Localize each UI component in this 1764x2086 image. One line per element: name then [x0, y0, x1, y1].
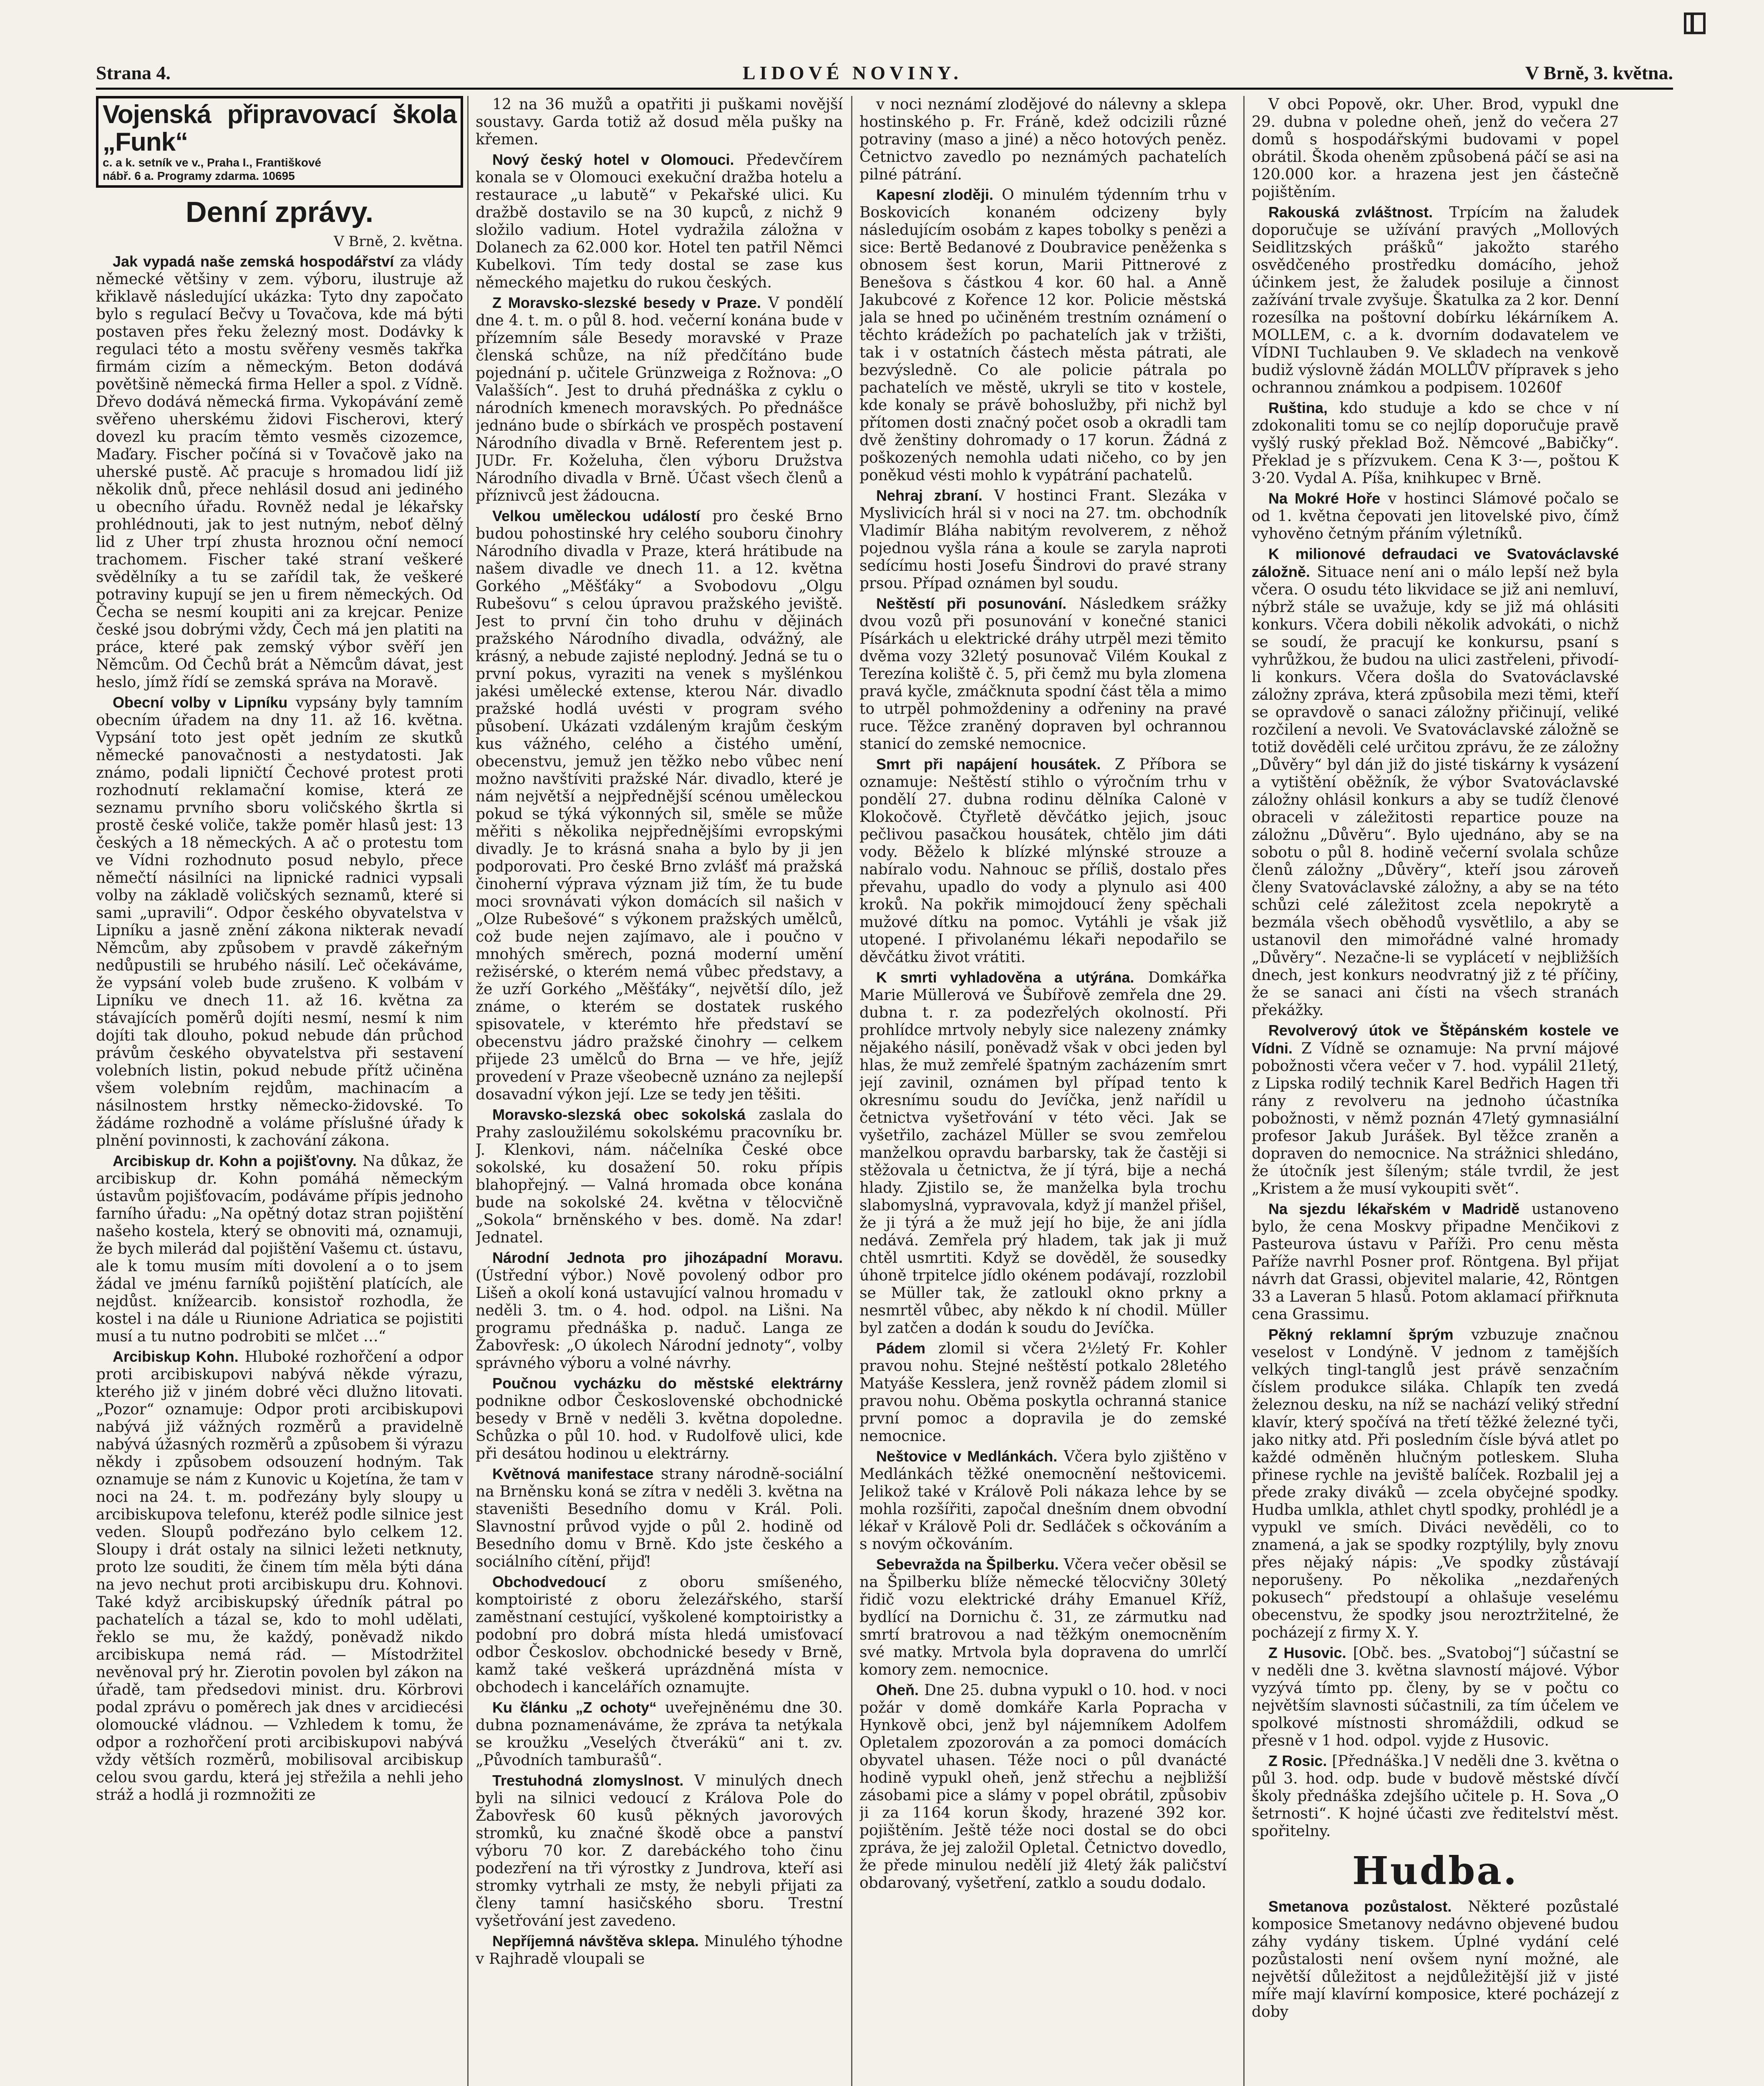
article [476, 507, 843, 1103]
article [96, 1348, 463, 1804]
dateline: V Brně, 2. května. [333, 233, 463, 250]
article [96, 253, 463, 691]
article-headline: Moravsko-slezská obec sokolská [492, 1106, 746, 1123]
article-text: V minulých dnech byli na silnici vedoucí z Králova Pole do Žabovřesk 60 kusů pěkných javorových stromků, ku značné škodě obce a panství výboru 70 kor. Z darebáckého toho činu podezření na tři výrostky z Jundrova, kteří asi stromky vytrhali ze msty, že nebyli přijati za členy tamní hasičského sboru. Trestní vyšetřování jest zavedeno. [476, 1772, 843, 1930]
article-text: 12 na 36 mužů a opatřiti ji puškami novější soustavy. Garda totiž až dosud měla pušky na křemen. [476, 96, 843, 148]
article-text: Hluboké rozhořčení a odpor proti arcibiskupovi nabývá někde výrazu, kterého již v jiném dobré věci dlužno litovati. „Pozor“ oznamuje: Odpor proti arcibiskupovi nabývá již vážných rozměrů a pravidelně nabývá úžasných rozměrů a způsobem ši výrazu někdy i způsobem odsouzení hodným. Tak oznamuje se nám z Kunovic u Kojetína, že tam v noci na 24. t. m. podřezány byly sloupy u arcibiskupova telefonu, kteréž podle silnice jest veden. Sloupů podřezáno bylo celkem 12. Sloupy i drát ostaly na silnici ležeti netknuty, proto lze souditi, že činem tím měla býti dána na jevo nechut proti arcibiskupu dru. Kohnovi. Také když arcibiskupský úředník pátral po pachatelích a tázal se, kdo to mohl udělati, řeklo se mu, že každý, poněvadž nikdo arcibiskupa nemá rád. — Místodržitel nevěnoval prý hr. Zierotin povolen byl zákon na úřadě, tam předsedovi minist. dru. Körbrovi podal zprávu o poměrech jak dnes v arcidiecési olomoucké vládnou. — Vzhledem k tomu, že odpor a rozhořčení proti arcibiskupovi nabývá vždy větších rozměrů, mobilisoval arcibiskup celou svou gardu, která jej střežila a nehli jeho stráž a hodlá ji rozmnožiti ze [96, 1348, 463, 1804]
article-headline: Rakouská zvláštnost. [1268, 204, 1433, 221]
article-text: v noci neznámí zlodějové do nálevny a sklepa hostinského p. Fr. Fráně, kdež odcizili různé potraviny (maso a jiné) a něco hotových peněz. Četnictvo zavedlo po neznámých pachatelích pilné pátrání. [859, 96, 1227, 183]
article [859, 756, 1227, 966]
article-text: vypsány byly tamním obecním úřadem na dny 11. až 16. května. Vypsání toto jest opět jedním ze skutků německé panovačnosti a nestydatosti. Jak známo, podali lipničtí Čechové protest proti rozhodnutí reklamační komise, která ze seznamu prvního sboru voličského škrtla si prostě české voliče, takže poměr hlasů jest: 13 českých a 18 německých. A ač o protestu tom ve Vídni rozhodnuto posud nebylo, přece němečtí násilníci na lipnické radnici vypsali volby na základě voličských seznamů, které si sami „upravili“. Odpor českého obyvatelstva v Lipníku a jasně znění zákona nikterak nevadí Němcům, aby způsobem v pravdě zákeřným nedůpustili se hrubého násilí. Leč očekáváme, že vypsání voleb bude zrušeno. K volbám v Lipníku ve dnech 11. až 16. května za stávajících poměrů dojíti nesmí, nesmí k nim dojíti tak dlouho, pokud nebude dán průchod právům českého obyvatelstva při sestavení volebních listin, pokud nebude přítž učiněna všem volebním rejdům, machinacím a násilnostem hrstky německo-židovské. To žádáme rozhodně a voláme příslušné úřady k plnění povinnosti, k zachování zákona. [96, 694, 463, 1149]
article [476, 1573, 843, 1696]
article-text: Z Vídně se oznamuje: Na první májové pobožnosti včera večer v 7. hod. vypálil 21letý, z Lipska rodilý technik Karel Bedřich Hagen tři rány z revolveru na jednoho účastníka pobožnosti, v němž poznán 47letý gymnasiální profesor Jakub Jurášek. Byl těžce zraněn a dopraven do nemocnice. Na strážnici shledáno, že útočník jest šíleným; stále tvrdil, že jest „Kristem a že musí vykoupiti svět“. [1252, 1040, 1619, 1197]
article-list [1252, 96, 1619, 2021]
column-rule [1243, 96, 1245, 2086]
article [859, 969, 1227, 1337]
article-text: Situace není ani o málo lepší než byla včera. O osudu této likvidace se již ani nemluví, nýbrž stále se uvažuje, kdy se již má ohlásiti konkurs. Včera dobili několik advokáti, o nichž se soudí, že pracují ke konkursu, psaní s vyhrůžkou, že budou na ulici zastřeleni, přivodí-li konkurs. Včera došla do Svatováclavské záložny zpráva, která způsobila mezi těmi, kteří se opravdově o sanaci záložny přičinují, veliké rozčilení a nevoli. Ve Svatováclavské záložně se totiž dověděli celé určitou zprávu, že ze záložny „Důvěry“ byl dán již do jisté tiskárny k vysázení a vytištění oběžník, že výbor Svatováclavské záložny ohlásil konkurs a aby se tudíž členové obraceli v záležitosti repartice pouze na záložnu „Důvěru“. Bylo ujednáno, aby se na sobotu o půl 8. hodině večerní svolala schůze členů záložny „Důvěry“, kteří jsou zároveň členy Svatováclavské záložny, a aby se na této schůzi celé záležitost zcela nepokrytě a bezmála všech oběhodů vysvětlilo, a aby se ustanovil den mimořádné valné hromady „Důvěry“. Nezačne-li se vyplácetí v nejbližších dnech, jest konkurs neodvratný již z té příčiny, že se sanaci ani čísti na všech stranách překážky. [1252, 564, 1619, 1019]
article-list [859, 96, 1227, 1892]
article [476, 1772, 843, 1930]
article-text: [Přednáška.] V neděli dne 3. května o půl 3. hod. odp. bude v budově městské dívčí školy přednáška zdejšího učitele p. H. Sova „O šetrnosti“. K hojné účasti zve ředitelství měst. spořitelny. [1252, 1753, 1619, 1840]
article-headline: Nepříjemná návštěva sklepa. [492, 1932, 699, 1950]
column-1 [96, 96, 463, 2086]
article-list [96, 253, 463, 1804]
article-text: [Obč. bes. „Svatoboj“] súčastní se v neděli dne 3. května slavností májové. Výbor vyzývá tímto pp. členy, by se v počtu co největším slavnosti súčastnili, za tím účelem ve spolkové místnosti shromáždili, odkud se přesně v 1 hod. odpol. vyjde z Husovic. [1252, 1645, 1619, 1749]
newspaper-name: LIDOVÉ NOVINY. [743, 62, 963, 83]
article [476, 96, 843, 149]
article-text: vzbuzuje značnou veselost v Londýně. V jednom z tamějších velkých tingl-tanglů jest právě senzačním číslem produkce siláka. Chlapík ten zvedá železnou desku, na níž se nachází veliký střední klavír, který spočívá na třetí těžké železné tyči, jako nitky atd. Při posledním čísle bývá atlet po každé odměněn hlučným potleskem. Sluha přinese rychle na jeviště balíček. Rozbalil jej a přede zraky diváků — zcela obyčejné spodky. Hudba umlkla, athlet chytl spodky, prohlédl je a vypukl ve smích. Diváci nevěděli, co to znamená, a jak se spodky rozptýlily, byly znovu přes nějaký nápis: „Ve spodky zůstávají neporušeny. Po několika „nezdařených pokusech“ předstoupí a ohlašuje veselému obecenstvu, že spodky jsou neroztržitelné, že pocházejí z firmy X. Y. [1252, 1326, 1619, 1641]
article-text: Z Příbora se oznamuje: Neštěstí stihlo o výročním trhu v pondělí 27. dubna rodinu dělníka Calonė v Klokočově. Čtyřletě děvčátko jejich, jsouc pečlivou pasačkou housátek, chtělo jim dáti vody. Běželo k blízké mlýnské strouze a nabíralo vodu. Nahnouc se příliš, dostalo přes převahu, upadlo do vody a plynulo asi 400 kroků. Na pokřik mimojdoucí ženy spěchali mužové dítku na pomoc. Vytáhli je však již utopené. I přivolanému lékaři nepodařilo se děvčátku život vrátiti. [859, 756, 1227, 966]
article-text: V pondělí dne 4. t. m. o půl 8. hod. večerní konána bude v přízemním sále Besedy moravské v Praze členská schůze, na níž předčítáno bude pojednání p. učitele Grünzweiga z Rožnova: „O Valašších“. Jest to druhá přednáška z cyklu o národních kmenech moravských. Po přednášce jednáno bude o sbírkách ve prospěch postavení Národního divadla v Brně. Referentem jest p. JUDr. Fr. Koželuha, člen výboru Družstva Národního divadla v Brně. Účast všech členů a příznivců jest žádoucna. [476, 295, 843, 504]
registration-mark [1684, 13, 1706, 34]
article-headline: Ku článku „Z ochoty“ [492, 1699, 657, 1716]
article-text: z oboru smíšeného, komptoiristé z oboru železářského, starší zaměstnaní cestující, vyškolené komptoiristky a podobní pro dobrá místa hledá umisťovací odbor Českoslov. obchodnické besedy v Brně, kamž také veškerá uprázdněná místa v obchodech i kancelářích oznamujte. [476, 1574, 843, 1696]
column-rule [851, 96, 852, 2086]
article [859, 186, 1227, 484]
article-headline: Pádem [876, 1340, 926, 1357]
article-headline: Květnová manifestace [492, 1465, 654, 1482]
article-headline: Poučnou vycházku do městské elektrárny [492, 1375, 843, 1392]
masthead [96, 58, 1673, 90]
article-text: Včera bylo zjištěno v Medlánkách těžké onemocnění neštovicemi. Jelikož také v Králově Poli nákaza lehce by se mohla rozšířiti, započal dnešním dnem obvodní lékař v Králově Poli dr. Sedláček s očkováním a s novým očkováním. [859, 1448, 1227, 1553]
article-headline: Nový český hotel v Olomouci. [492, 151, 734, 168]
article-headline: Na sjezdu lékařském v Madridě [1268, 1200, 1520, 1217]
article-text: Následkem srážky dvou vozů při posunování v konečné stanici Písárkách u elektrické dráhy utrpěl mezi těmito dvěma vozy 32letý posunovač Vilém Koukal z Terezína koliště č. 5, při čemž mu byla zlomena pravá kyčle, zmáčknuta spodní část těla a mimo to utrpěl pohmoždeniny a odřeniny na pravé ruce. Těžce zraněný dopraven byl ochrannou stanicí do zemské nemocnice. [859, 595, 1227, 753]
article [1252, 1898, 1619, 2021]
article [1252, 1326, 1619, 1642]
article-headline: K milionové defraudaci ve Svatováclavské záložně. [1252, 545, 1619, 580]
article-headline: Obchodvedoucí [492, 1573, 606, 1590]
article [476, 1249, 843, 1372]
article-text: Dne 25. dubna vypukl o 10. hod. v noci požár v domě domkáře Karla Popracha v Hynkově obci, jenž byl nájemníkem Adolfem Opletalem zpozorován a za pomoci domácích obyvatel uhasen. Téže noci o půl dvanácté hodině vypukl oheň, jenž střechu a nejbližší zásobami pice a slámy v popel obrátil, způsobiv ji za 1164 korun škody, hrazené 392 kor. pojištěním. Ještě téže noci dostal se do obci zpráva, že jej založil Opletal. Četnictvo dovedlo, že přede minulou nedělí již 4letý žák paličství obdarovaný, vyšetření, zatklo a soudu dodalo. [859, 1682, 1227, 1892]
article [96, 1152, 463, 1345]
article-list [476, 96, 843, 1968]
article-headline: Neštěstí při posunování. [876, 595, 1067, 612]
article-text: V obci Popově, okr. Uher. Brod, vypukl dne 29. dubna v poledne oheň, jenž do večera 27 domů s hospodářskými budovami v popel obrátil. Škoda oheněm způsobená páčí se asi na 120.000 kor. a hrazena jest jen částečně pojištěním. [1252, 96, 1619, 201]
article [1252, 96, 1619, 201]
article-text: Předevčírem konala se v Olomouci exekuční dražba hotelu a restaurace „u labutě“ v Pekařské ulici. Ku dražbě dostavilo se na 30 kupců, z nichž 9 složilo vadium. Hotel vydražila záložna v Dolanech za 62.000 kor. Hotel ten patřil Němci Kubelkovi. Tím tedy dostal se zase kus německého majetku do rukou českých. [476, 151, 843, 291]
article-headline: Velkou uměleckou událostí [492, 507, 701, 524]
column-2 [476, 96, 843, 2086]
article [476, 1465, 843, 1571]
ad-line: nábř. 6 a. Programy zdarma. 10695 [103, 169, 295, 182]
article-headline: K smrti vyhladověna a utýrána. [876, 969, 1134, 986]
section-title: Hudba. [1352, 1848, 1519, 1893]
article-headline: Jak vypadá naše zemská hospodářství [113, 253, 394, 270]
advertisement-box [96, 96, 463, 188]
column-3 [859, 96, 1227, 2086]
article-headline: Smetanova pozůstalost. [1268, 1898, 1452, 1915]
article-headline: Na Mokré Hoře [1268, 490, 1381, 507]
article [1252, 399, 1619, 487]
article [1252, 204, 1619, 397]
article [859, 96, 1227, 184]
article-text: uveřejněnému dne 30. dubna poznamenáváme, že zpráva ta netýkala se kroužku „Veselých čtverákü“ ani t. zv. „Původních tamburašů“. [476, 1699, 843, 1769]
article-headline: Obecní volby v Lipníku [113, 694, 288, 711]
article-text: zlomil si včera 2½letý Fr. Kohler pravou nohu. Stejné neštěstí potkalo 28letého Matyáše Kesslera, jenž rovněž pádem zlomil si pravou nohu. Oběma poskytla ochranná stanice první pomoc a dopravila je do zemské nemocnice. [859, 1340, 1227, 1445]
article-text: (Ústřední výbor.) Nově povolený odbor pro Lišeň a okolí koná ustavující valnou hromadu v neděli 3. tm. o 4. hod. odpol. na Lišni. Na programu přednáška p. naduč. Langa ze Žabovřesk: „O úkolech Národní jednoty“, volby správného výboru a volné návrhy. [476, 1267, 843, 1372]
article-headline: Z Rosic. [1268, 1752, 1327, 1769]
article [96, 694, 463, 1150]
ad-line: c. a k. setník ve v., Praha I., Františkové [103, 156, 321, 169]
article [1252, 1200, 1619, 1323]
page-number: Strana 4. [96, 62, 171, 83]
article-text: Minulého týhodne v Rajhradě vloupali se [476, 1933, 843, 1968]
article-text: strany národně-sociální na Brněnsku koná se zítra v neděli 3. května na staveništi Besedního domu v Král. Poli. Slavnostní průvod vyjde o půl 2. hodině od Besedního domu v Brně. Kdo jste českého a sociálního cítění, přijď! [476, 1466, 843, 1570]
article-headline: Pěkný reklamní šprým [1268, 1326, 1454, 1343]
article-text: kdo studuje a kdo se chce v ní zdokonaliti tomu se co nejlíp doporučuje pravě vyšlý ruský překlad Bož. Němcové „Babičky“. Překlad je s přízvukem. Cena K 3·—, poštou K 3·20. Vydal A. Píša, knihkupec v Brně. [1252, 400, 1619, 487]
article [859, 1556, 1227, 1679]
section-title: Denní zprávy. [186, 196, 373, 228]
article-headline: Z Moravsko-slezské besedy v Praze. [492, 294, 761, 311]
article-headline: Revolverový útok ve Štěpánském kostele ve Vídni. [1252, 1022, 1619, 1057]
article [476, 294, 843, 505]
article [476, 1699, 843, 1769]
article [1252, 490, 1619, 543]
article-headline: Arcibiskup dr. Kohn a pojišťovny. [113, 1152, 357, 1169]
column-rule [467, 96, 469, 2086]
article-headline: Sebevražda na Špilberku. [876, 1556, 1059, 1573]
article-headline: Ruština, [1268, 399, 1328, 416]
article-text: pro české Brno budou pohostinské hry celého souboru činohry Národního divadla v Praze, která hrátibude na našem divadle ve dnech 11. a 12. května Gorkého „Měšťáky“ a Svobodovu „Olgu Rubešovu“ s celou úpravou pražského jeviště. Jest to první čin toho druhu v dějinách pražského Národního divadla, odvážný, ale krásný, a nebude zajisté neplodný. Jedná se tu o první pokus, vyraziti na venek s myšlénkou jakési umělecké extense, kterou Nár. divadlo pražské hodlá uvésti v program svého působení. Ukázati vzdáleným krajům českým kus vážného, celého a čistého umění, obecenstvu, jemuž jen těžko nebo vůbec není možno navštíviti pražské Nár. divadlo, které je nám největší a nejpřednější scénou uměleckou pokud se týká výkonných sil, směle se může měřiti s několika nejpřednějšími evropskými divadly. Je to krásná snaha a bylo by ji jen podporovati. Pro české Brno zvlášť má pražská činoherní výprava význam již tím, že tu bude moci srovnávati výkon domácích sil našich v „Olze Rubešové“ s výkonem pražských umělců, což bude nejen zajímavo, ale i poučno v mnohých směrech, pozná moderní umění režisérské, o kterém nemá vůbec představy, a že uzří Gorkého „Měšťáky“, největší dílo, jež známe, o kterém se dostatek ruského spisovatele, v kterémto hře představí se obecenstvu jádro pražské činohry — celkem přijede 23 umělců do Brna — ve hře, jejíž provedení v Praze všeobecně uznáno za nejlepší dosavadní výkon její. Lze se tedy jen těšiti. [476, 508, 843, 1103]
article-text: zaslala do Prahy zasloužilému sokolskému pracovníku br. J. Klenkovi, nám. náčelníka České obce sokolské, ku dosažení 50. roku přípis blahopřejný. — Valná hromada obce konána bude na sokolské 24. května v tělocvičně „Sokola“ brněnského v bes. domě. Na zdar! Jednatel. [476, 1106, 843, 1246]
article [1252, 545, 1619, 1019]
article-headline: Arcibiskup Kohn. [113, 1348, 239, 1365]
article [1252, 1752, 1619, 1840]
article-text: Některé pozůstalé komposice Smetanovy nedávno objevené budou záhy vydány tiskem. Úplné vydání celé pozůstalosti není ovšem nyní možné, ale největší důležitost a nejdůležitější již v jisté míře mají klavírní komposice, které pocházejí z doby [1252, 1898, 1619, 2020]
article-headline: Kapesní zloději. [876, 186, 993, 203]
article-text: ustanoveno bylo, že cena Moskvy připadne Menčikovi z Pasteurova ústavu v Paříži. Pro cenu města Paříže navrhl Posner prof. Röntgena. Byl přijat návrh dat Grassi, objevitel malarie, 42, Röntgen 33 a Laveran 5 hlasů. Potom aklamací přiřknuta cena Grassimu. [1252, 1201, 1619, 1323]
article-text: V hostinci Frant. Slezáka v Myslivicích hrál si v noci na 27. tm. obchodník Vladimír Bláha nabitým revolverem, z něhož pojednou vyšla rána a koule se zaryla naproti sedícímu hosti Josefu Šindrovi do pravé strany prsou. Případ oznámen byl soudu. [859, 487, 1227, 592]
article [1252, 1022, 1619, 1198]
article-headline: Oheň. [876, 1681, 919, 1698]
article [476, 151, 843, 292]
article-headline: Z Husovic. [1268, 1644, 1346, 1661]
article [859, 1681, 1227, 1892]
article-text: Na důkaz, že arcibiskup dr. Kohn pomáhá německým ústavům pojišťovacím, podáváme přípis jednoho farního úřadu: „Na opětný dotaz stran pojištění našeho kostela, který se obnoviti má, oznamuji, že bych milerád dal pojištění Vašemu ct. ústavu, ale k tomu musím míti dovolení a o to jsem žádal ve jménu farníků pojištění platících, ale nejdůst. knížearcib. konsistoř rozhodla, že kostel i na dále u Riunione Adriatica se pojistiti musí a tu nutno podrobiti se mlčet …“ [96, 1153, 463, 1345]
article-text: Trpícím na žaludek doporučuje se užívání pravých „Mollových Seidlitzských prášků“ jakožto starého osvědčeného prostředku domácího, jehož účinkem jest, že žaludek posiluje a činnost zažívání trvale zvyšuje. Škatulka za 2 kor. Denní rozesílka na poštovní dobírku lékárníkem A. MOLLEM, c. a k. dvorním dodavatelem ve VÍDNI Tuchlauben 9. Ve skladech na venkově budiž výslovně žádán MOLLŮV přípravek s jeho ochrannou známkou a podpisem. 10260f [1252, 204, 1619, 396]
article [476, 1106, 843, 1247]
article [859, 487, 1227, 592]
article-headline: Nehraj zbraní. [876, 487, 983, 504]
article-headline: Trestuhodná zlomyslnost. [492, 1772, 684, 1789]
ad-title: Vojenská připravovací škola „Funk“ [103, 100, 456, 156]
article-text: podnikne odbor Československé obchodnické besedy v Brně v neděli 3. května dopoledne. Schůzka o půl 10. hod. v Rudolfově ulici, kde při desátou hodinou u elektrárny. [476, 1393, 843, 1462]
article-text: Domkářka Marie Müllerová ve Šubířově zemřela dne 29. dubna t. r. za podezřelých okolností. Při prohlídce mrtvoly nebyly sice nalezeny známky nějakého násilí, poněvadž však v obci jeden byl hlas, že muž zemřelé špatným zacházením smrt její zavinil, oznámen byl případ tento k okresnímu soudu do Jevíčka, jenž nařídil u četnictva vyšetřování v této věci. Jak se vyšetřilo, zacházel Müller se svou zemřelou manželkou opravdu barbarsky, tak že častěji si stěžovala u četnictva, že jí týrá, bije a nechá hlady. Zjistilo se, že manželka byla trochu slabomyslná, vypravovala, když jí manžel přišel, že ji týrá a že muž její ho bije, že ani jídla nedává. Zemřela prý hladem, tak jak ji muž chtěl usmrtiti. Když se dověděl, že sousedky úhoně trpitelce jídlo okénem podávají, rozzlobil se Müller tak, že zatloukl okno prkny a nesmrtěl vůbec, aby někdo k ní chodil. Müller byl zatčen a dodán k soudu do Jevíčka. [859, 969, 1227, 1337]
article [1252, 1644, 1619, 1750]
place-date: V Brně, 3. května. [1525, 62, 1673, 83]
article-text: Včera večer oběsil se na Špilberku blíže německé tělocvičny 30letý řidič vozu elektrické dráhy Emanuel Kříž, bydlící na Dornichu č. 31, ze zármutku nad smrtí bratrovou a nad těžkým onemocněním své matky. Mrtvola byla dopravena do umrlčí komory zem. nemocnice. [859, 1556, 1227, 1678]
article [859, 1340, 1227, 1445]
article-text: za vlády německé většiny v zem. výboru, ilustruje až křiklavě následující ukázka: Tyto dny započato bylo s regulací Bečvy u Tovačova, kde má býti postaven přes řeku železný most. Dodávky k regulaci této a mostu svěřeny vesměs takřka firmám cizím a německým. Beton dodává povětšině německá firma Heller a spol. z Vídně. Dřevo dodává německá firma. Vykopávání země svěřeno uherskému židovi Fischerovi, který dovezl ku pracím těmto vesměs cizozemce, Maďary. Fischer počíná si v Tovačově jako na uherské pustě. Ač pracuje s hromadou lidí již několik dnů, přece nehlásil dosud ani jediného u obecního úřadu. Rovněž nedal je lékařsky prohlédnouti, jak to jest nutným, neboť dělný lid z Uher trpí zhusta hroznou oční nemocí trachomem. Fischer také straní veškeré svědělníky a tu se zařídil tak, že veškeré potraviny kupují se jen u firem německých. Od Čecha se nesmí koupiti ani za krejcar. Penize české jsou dobrými vždy, Čech má jen platiti na práce, které pak zemský výbor svěří jen Němcům. Od Čechů brát a Němcům dávat, jest heslo, jímž řídí se zemská správa na Moravě. [96, 253, 463, 691]
article-text: O minulém týdenním trhu v Boskovicích konaném odcizeny byly následujícím osobám z kapes tobolky s penězi a sice: Bertě Bedanové z Doubravice peněženka s obnosem šest korun, Marii Pittnerové z Benešova s částkou 4 kor. 60 hal. a Anně Jakubcové z Kořence 12 kor. Policie městská jala se hned po učiněném trestním oznámení o těchto krádežích po pachatelích jak v tržišti, tak i v ostatních částech města pátrati, ale bezvýsledně. Co ale policie pátrala po pachatelích ve městě, ukryli se tito v kostele, kde konaly se právě bohoslužby, při nichž byl přítomen dosti značný počet osob a okradli tam dvě ženštiny dohromady o 17 korun. Žádná z poškozených nemohla udati ničeho, co by jen poněkud vésti mohlo k vypátrání pachatelů. [859, 186, 1227, 484]
article-text: v hostinci Slámové počalo se od 1. května čepovati jen litovelské pivo, čímž vyhověno četným přáním výletníků. [1252, 490, 1619, 542]
article [859, 1448, 1227, 1553]
article-headline: Smrt při napájení housátek. [876, 756, 1101, 773]
article-headline: Neštovice v Medlánkách. [876, 1448, 1058, 1465]
article [476, 1932, 843, 1968]
article [859, 595, 1227, 753]
column-4 [1252, 96, 1619, 2086]
article [476, 1375, 843, 1463]
article-headline: Národní Jednota pro jihozápadní Moravu. [492, 1249, 843, 1266]
